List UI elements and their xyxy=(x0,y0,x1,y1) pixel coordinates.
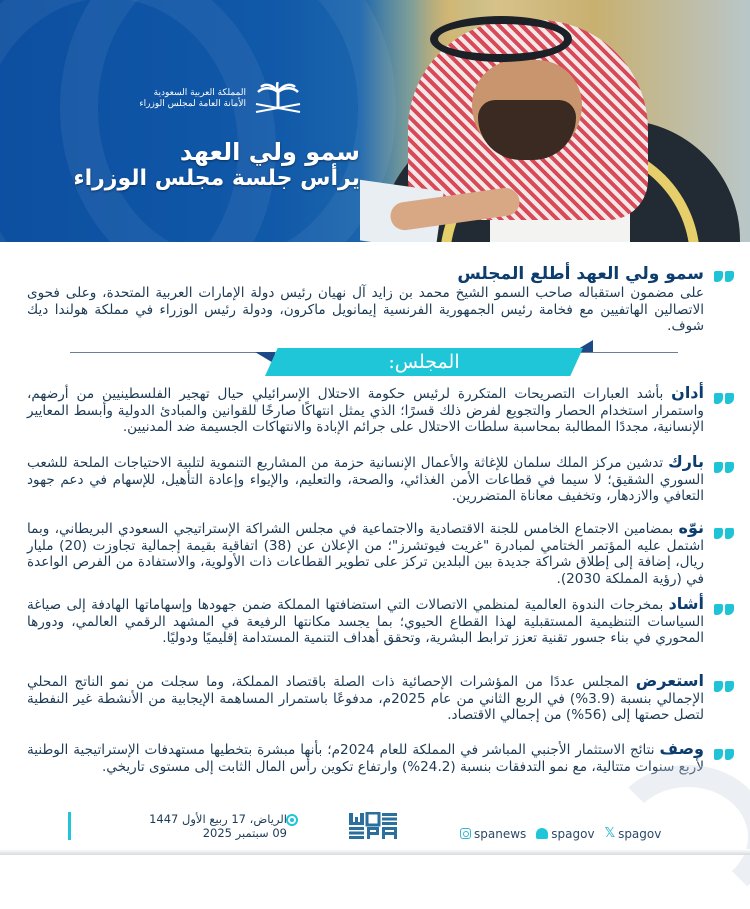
quote-icon xyxy=(712,458,734,470)
org-line-1: المملكة العربية السعودية xyxy=(153,88,246,98)
footer-shade xyxy=(0,849,750,855)
place-hijri-date: الرياض، 17 ربيع الأول 1447 xyxy=(149,812,287,826)
item-text: بمضامين الاجتماع الخامس للجنة الاقتصادية والاجتماعية في مجلس الشراكة الإستراتيجي السعودي البريطاني، وبما اشتمل عليه المؤتمر الختامي لمبادرة "غريت فيوتشرز"؛ من الإعلان عن (38) اتفاقية بقيمة إجمالية تجاوزت (20) مليار ريال، إضافة إلى إطلاق شراكة جديدة بين البلدين تركز على تطوير القطاعات ذات الأولوية، والاستفادة من الفرص الواعدة في (رؤية المملكة 2030). xyxy=(27,521,704,587)
instagram-icon xyxy=(460,828,471,839)
social-handle: spanews xyxy=(474,826,527,841)
council-item xyxy=(27,520,732,587)
location-pin-icon xyxy=(286,814,298,826)
item-text: نتائج الاستثمار الأجنبي المباشر في المملكة للعام 2024م؛ بأنها مبشرة بتخطيها مستهدفات الإستراتيجية الوطنية لأربع سنوات متتالية، مع نمو التدفقات بنسبة (24.2%) وارتفاع تكوين رأس المال الثابت إلى مستوى تاريخي. xyxy=(27,742,704,775)
quote-icon xyxy=(712,524,734,536)
item-text: بأشد العبارات التصريحات المتكررة لرئيس حكومة الاحتلال الإسرائيلي حيال تهجير الفلسطينيين من أرضهم، واستمرار استخدام الحصار والتجويع لفرض ذلك قسرًا؛ الذي يمثل انتهاكًا صارخًا للقوانين والمبادئ الدولية وأبسط المعايير الإنسانية، مجددًا المطالبة بمحاسبة سلطات الاحتلال على جرائم الإبادة والانتهاكات الجسيمة ضد المدنيين. xyxy=(27,386,704,436)
spa-logo xyxy=(348,812,400,840)
council-item xyxy=(27,385,732,436)
gregorian-date: 09 سبتمبر 2025 xyxy=(202,826,287,840)
hero-banner xyxy=(0,0,750,242)
snapchat-icon xyxy=(536,828,548,839)
social-snapchat[interactable] xyxy=(536,827,594,841)
hero-title-line-1: سمو ولي العهد xyxy=(179,138,360,166)
social-x[interactable] xyxy=(605,826,662,841)
dateline xyxy=(68,812,287,840)
hero-title-line-2: يرأس جلسة مجلس الوزراء xyxy=(73,166,360,191)
quote-icon xyxy=(712,600,734,612)
council-banner xyxy=(70,340,678,374)
saudi-emblem-icon xyxy=(252,82,304,118)
council-item xyxy=(27,596,732,647)
item-keyword: وصف xyxy=(659,739,704,758)
decorative-arch xyxy=(60,0,396,242)
social-links xyxy=(460,826,661,841)
item-keyword: أشاد xyxy=(668,594,704,613)
intro-heading: سمو ولي العهد أطلع المجلس xyxy=(457,264,704,284)
hero-title xyxy=(60,138,360,192)
quote-icon xyxy=(712,389,734,401)
banner-label: المجلس: xyxy=(388,351,460,373)
x-icon: 𝕏 xyxy=(604,826,616,841)
item-keyword: نوّه xyxy=(678,518,704,537)
item-text: المجلس عددًا من المؤشرات الإحصائية ذات الصلة باقتصاد المملكة، وما سجلت من نمو الناتج المحلي الإجمالي بنسبة (3.9%) في الربع الثاني من عام 2025م، مدفوعًا باستمرار المساهمة الإيجابية من الأنشطة غير النفطية لتصل حصتها إلى (56%) من إجمالي الاقتصاد. xyxy=(27,674,704,724)
quote-icon xyxy=(712,677,734,689)
item-keyword: بارك xyxy=(668,452,704,471)
quote-icon xyxy=(712,745,734,757)
social-handle: spagov xyxy=(618,826,662,841)
intro-section xyxy=(27,263,732,335)
council-item xyxy=(27,673,732,724)
social-handle: spagov xyxy=(551,826,595,841)
item-keyword: أدان xyxy=(671,383,704,402)
intro-body: على مضمون استقباله صاحب السمو الشيخ محمد بن زايد آل نهيان رئيس دولة الإمارات العربية المتحدة، وعلى فحوى الاتصالين الهاتفيين مع فخامة رئيس الجمهورية الفرنسية إيمانويل ماكرون، ودولة رئيس الوزراء في مملكة هولندا ديك شوف. xyxy=(27,285,704,334)
item-text: تدشين مركز الملك سلمان للإغاثة والأعمال الإنسانية حزمة من المشاريع التنموية لتلبية الاحتياجات الملحة للشعب السوري الشقيق؛ لا سيما في قطاعات الأمن الغذائي، والصحة، والتعليم، والإيواء وإعادة التأهيل، للإسهام في دعم جهود التعافي والازدهار، وتخفيف معاناة المتضررين. xyxy=(27,455,704,505)
org-name xyxy=(128,88,246,110)
council-item xyxy=(27,454,732,505)
council-item xyxy=(27,741,732,775)
org-line-2: الأمانة العامة لمجلس الوزراء xyxy=(139,99,246,109)
crown-prince-photo xyxy=(360,0,750,242)
social-instagram[interactable] xyxy=(460,827,526,841)
item-keyword: استعرض xyxy=(635,671,704,690)
quote-icon xyxy=(712,267,734,279)
item-text: بمخرجات الندوة العالمية لمنظمي الاتصالات التي استضافتها المملكة ضمن جهودها وإسهاماتها الهادفة إلى صياغة السياسات التنظيمية المستقبلية لهذا القطاع الحيوي؛ بما يجسد مكانتها الرفيعة في المشهد الرقمي العالمي، ودورها المحوري في بناء جسور تقنية تعزز ترابط البشرية، وتحقق أهداف التنمية المستدامة إقليميًا ودوليًا. xyxy=(27,597,704,647)
